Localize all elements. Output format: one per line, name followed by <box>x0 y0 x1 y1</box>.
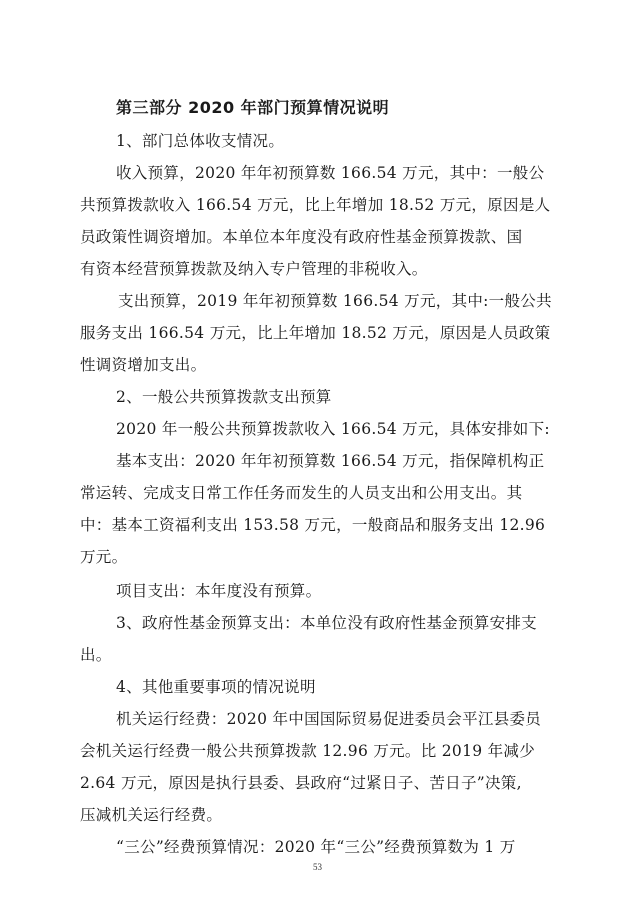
paragraph-line: 项目支出：本年度没有预算。 <box>116 582 322 600</box>
page-number: 53 <box>313 862 322 872</box>
paragraph-line: 性调资增加支出。 <box>80 356 207 374</box>
paragraph-line: 常运转、完成支日常工作任务而发生的人员支出和公用支出。其 <box>80 484 523 502</box>
paragraph-line: 2020 年一般公共预算拨款收入 166.54 万元，具体安排如下: <box>116 420 550 438</box>
paragraph-line: 出。 <box>80 646 112 664</box>
paragraph-line: 员政策性调资增加。本单位本年度没有政府性基金预算拨款、国 <box>80 228 523 246</box>
paragraph-line: 2.64 万元，原因是执行县委、县政府“过紧日子、苦日子”决策, <box>80 774 522 792</box>
paragraph-line: 1、部门总体收支情况。 <box>116 132 285 150</box>
paragraph-line: 中：基本工资福利支出 153.58 万元，一般商品和服务支出 12.96 <box>80 516 546 534</box>
paragraph-line: 万元。 <box>80 548 128 566</box>
paragraph-line: 服务支出 166.54 万元，比上年增加 18.52 万元，原因是人员政策 <box>80 324 551 342</box>
paragraph-line: 支出预算，2019 年年初预算数 166.54 万元，其中:一般公共 <box>118 292 552 310</box>
paragraph-line: 4、其他重要事项的情况说明 <box>116 678 316 696</box>
paragraph-line: “三公”经费预算情况：2020 年“三公”经费预算数为 1 万 <box>116 838 516 856</box>
paragraph-line: 基本支出：2020 年年初预算数 166.54 万元，指保障机构正 <box>116 452 545 470</box>
paragraph-line: 机关运行经费：2020 年中国国际贸易促进委员会平江县委员 <box>116 710 542 728</box>
paragraph-line: 共预算拨款收入 166.54 万元，比上年增加 18.52 万元，原因是人 <box>80 196 551 214</box>
paragraph-line: 有资本经营预算拨款及纳入专户管理的非税收入。 <box>80 260 428 278</box>
section-heading: 第三部分 2020 年部门预算情况说明 <box>116 98 390 117</box>
paragraph-line: 会机关运行经费一般公共预算拨款 12.96 万元。比 2019 年减少 <box>80 742 536 760</box>
paragraph-line: 压减机关运行经费。 <box>80 806 223 824</box>
paragraph-line: 收入预算，2020 年年初预算数 166.54 万元，其中：一般公 <box>116 164 545 182</box>
paragraph-line: 3、政府性基金预算支出：本单位没有政府性基金预算安排支 <box>116 614 537 632</box>
paragraph-line: 2、一般公共预算拨款支出预算 <box>116 388 332 406</box>
